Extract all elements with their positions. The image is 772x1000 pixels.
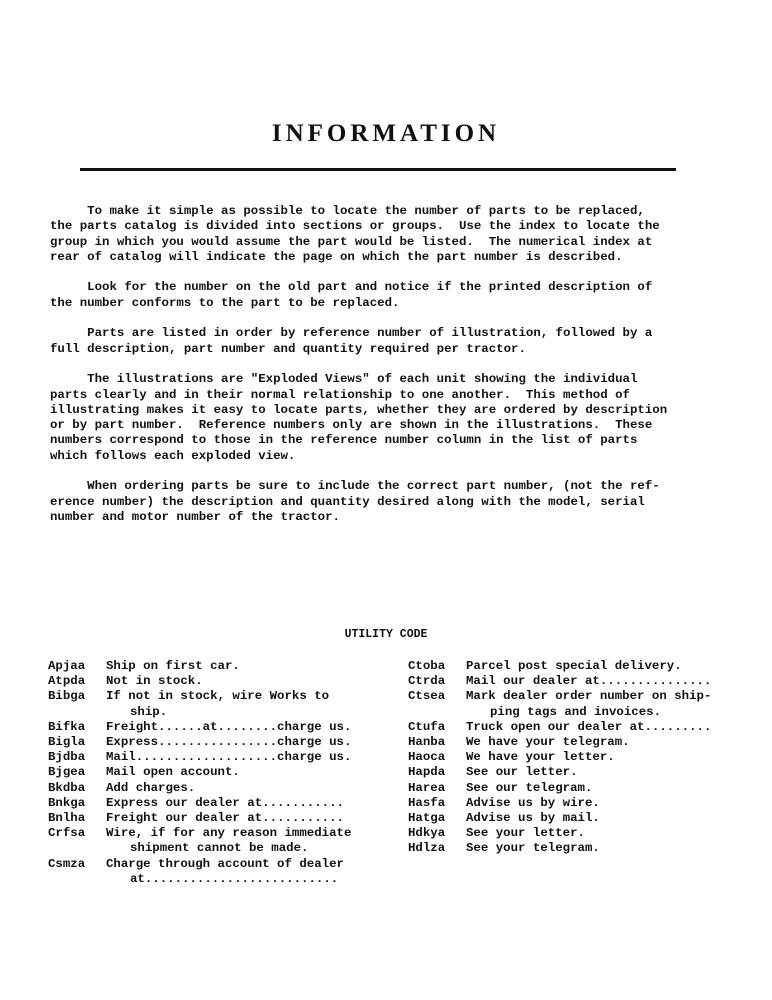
description-line: Parcel post special delivery. [466, 659, 682, 673]
text-line: Look for the number on the old part and notice if the printed description of [50, 280, 653, 295]
paragraph-3 [50, 326, 740, 357]
description-line: We have your telegram. [466, 735, 630, 750]
utility-code-entry [48, 796, 388, 811]
utility-code-entry [408, 796, 748, 811]
description-line: Advise us by wire. [466, 795, 600, 810]
utility-code-left-column [48, 659, 388, 887]
text-line: number and motor number of the tractor. [50, 509, 340, 524]
description-line: See our letter. [466, 765, 578, 780]
text-line: parts clearly and in their normal relationship to one another. This method of [50, 387, 630, 402]
description-line: Mark dealer order number on ship- [466, 689, 712, 704]
utility-code-right-column [408, 659, 748, 857]
utility-code-entry [48, 689, 388, 719]
utility-code-entry [408, 689, 748, 719]
utility-code-description [466, 841, 748, 856]
description-line: Advise us by mail. [466, 811, 600, 826]
information-body [50, 204, 740, 541]
utility-code-entry [408, 674, 748, 689]
text-line: group in which you would assume the part would be listed. The numerical index at [50, 234, 653, 249]
utility-code: Crfsa [48, 826, 86, 841]
utility-code-description [466, 659, 748, 674]
utility-code-description [106, 750, 388, 765]
utility-code: Bifka [48, 719, 86, 734]
text-line: erence number) the description and quantity desired along with the model, serial [50, 494, 645, 509]
paragraph-1 [50, 204, 740, 265]
description-line: at.......................... [130, 871, 339, 886]
utility-code: Hdlza [408, 841, 446, 856]
description-line: ship. [130, 704, 168, 719]
description-line: ping tags and invoices. [490, 704, 662, 719]
utility-code: Bjgea [48, 765, 86, 780]
text-line: or by part number. Reference numbers only are shown in the illustrations. These [50, 418, 653, 433]
text-line: full description, part number and quantity required per tractor. [50, 341, 526, 356]
description-line: Freight our dealer at........... [106, 811, 344, 826]
utility-code-entry [48, 750, 388, 765]
utility-code: Hapda [408, 765, 446, 780]
utility-code-entry [408, 659, 748, 674]
description-line: Freight......at........charge us. [106, 719, 352, 734]
title-divider [80, 168, 676, 171]
utility-code-description [106, 811, 388, 826]
text-line: Parts are listed in order by reference number of illustration, followed by a [50, 326, 653, 341]
utility-code-entry [408, 735, 748, 750]
utility-code: Hanba [408, 735, 446, 750]
utility-code-description [106, 689, 388, 719]
utility-code-entry [408, 826, 748, 841]
utility-code-description [466, 750, 748, 765]
text-line: the parts catalog is divided into sections or groups. Use the index to locate the [50, 219, 660, 234]
description-line: Not in stock. [106, 674, 203, 689]
utility-code: Csmza [48, 856, 86, 871]
paragraph-2 [50, 280, 740, 311]
utility-code-description [466, 765, 748, 780]
utility-code-description [106, 796, 388, 811]
utility-code-description [466, 781, 748, 796]
text-line: To make it simple as possible to locate the number of parts to be replaced, [50, 204, 645, 218]
text-line: numbers correspond to those in the reference number column in the list of parts [50, 433, 638, 448]
utility-code: Bkdba [48, 780, 86, 795]
paragraph-5 [50, 479, 740, 525]
utility-code: Atpda [48, 674, 86, 689]
utility-code-description [466, 674, 748, 689]
utility-code-entry [48, 674, 388, 689]
description-line: Mail...................charge us. [106, 750, 352, 765]
description-line: Express................charge us. [106, 735, 352, 750]
utility-code: Bibga [48, 689, 86, 704]
text-line: the number conforms to the part to be replaced. [50, 295, 400, 310]
utility-code-heading: UTILITY CODE [344, 628, 428, 641]
utility-code-description [466, 735, 748, 750]
utility-code-entry [48, 781, 388, 796]
text-line: The illustrations are "Exploded Views" of each unit showing the individual [50, 372, 638, 387]
utility-code-entry [48, 735, 388, 750]
page-title: INFORMATION [271, 120, 501, 147]
utility-code-description [466, 689, 748, 719]
description-line: Charge through account of dealer [106, 856, 344, 871]
utility-code-description [106, 659, 388, 674]
utility-code: Harea [408, 780, 446, 795]
description-line: See your letter. [466, 826, 585, 841]
utility-code-description [106, 826, 388, 856]
description-line: Mail open account. [106, 765, 240, 780]
utility-code: Bnlha [48, 811, 86, 826]
utility-code: Ctrda [408, 674, 446, 689]
utility-code-description [106, 720, 388, 735]
description-line: See your telegram. [466, 841, 600, 856]
text-line: When ordering parts be sure to include the correct part number, (not the ref- [50, 479, 660, 494]
utility-code-entry [48, 659, 388, 674]
description-line: shipment cannot be made. [130, 841, 309, 856]
utility-code-entry [48, 857, 388, 887]
utility-code-description [106, 857, 388, 887]
utility-code: Hasfa [408, 795, 446, 810]
utility-code-entry [48, 765, 388, 780]
utility-code-entry [48, 720, 388, 735]
description-line: Add charges. [106, 780, 196, 795]
utility-code-entry [408, 720, 748, 735]
utility-code-description [466, 826, 748, 841]
utility-code: Apjaa [48, 659, 86, 673]
paragraph-4 [50, 372, 740, 464]
utility-code: Haoca [408, 750, 446, 765]
description-line: Wire, if for any reason immediate [106, 826, 352, 841]
utility-code-description [106, 735, 388, 750]
text-line: rear of catalog will indicate the page on which the part number is described. [50, 249, 623, 264]
description-line: Express our dealer at........... [106, 795, 344, 810]
description-line: Ship on first car. [106, 659, 240, 673]
utility-code: Ctoba [408, 659, 446, 673]
utility-code-entry [408, 811, 748, 826]
utility-code-entry [408, 781, 748, 796]
utility-code: Bnkga [48, 795, 86, 810]
utility-code-description [466, 796, 748, 811]
utility-code-description [106, 674, 388, 689]
utility-code: Ctsea [408, 689, 446, 704]
description-line: See our telegram. [466, 780, 593, 795]
description-line: If not in stock, wire Works to [106, 689, 330, 704]
utility-code: Hdkya [408, 826, 446, 841]
utility-code-entry [408, 750, 748, 765]
utility-code-description [106, 765, 388, 780]
utility-code: Bigla [48, 735, 86, 750]
utility-code-description [466, 811, 748, 826]
text-line: which follows each exploded view. [50, 448, 296, 463]
utility-code-entry [408, 765, 748, 780]
utility-code-description [106, 781, 388, 796]
utility-code: Hatga [408, 811, 446, 826]
text-line: illustrating makes it easy to locate parts, whether they are ordered by description [50, 402, 668, 417]
utility-code-description [466, 720, 748, 735]
description-line: Mail our dealer at............... [466, 674, 712, 689]
utility-code-entry [48, 811, 388, 826]
description-line: We have your letter. [466, 750, 615, 765]
description-line: Truck open our dealer at......... [466, 719, 712, 734]
utility-code: Bjdba [48, 750, 86, 765]
utility-code-entry [48, 826, 388, 856]
utility-code: Ctufa [408, 719, 446, 734]
utility-code-entry [408, 841, 748, 856]
